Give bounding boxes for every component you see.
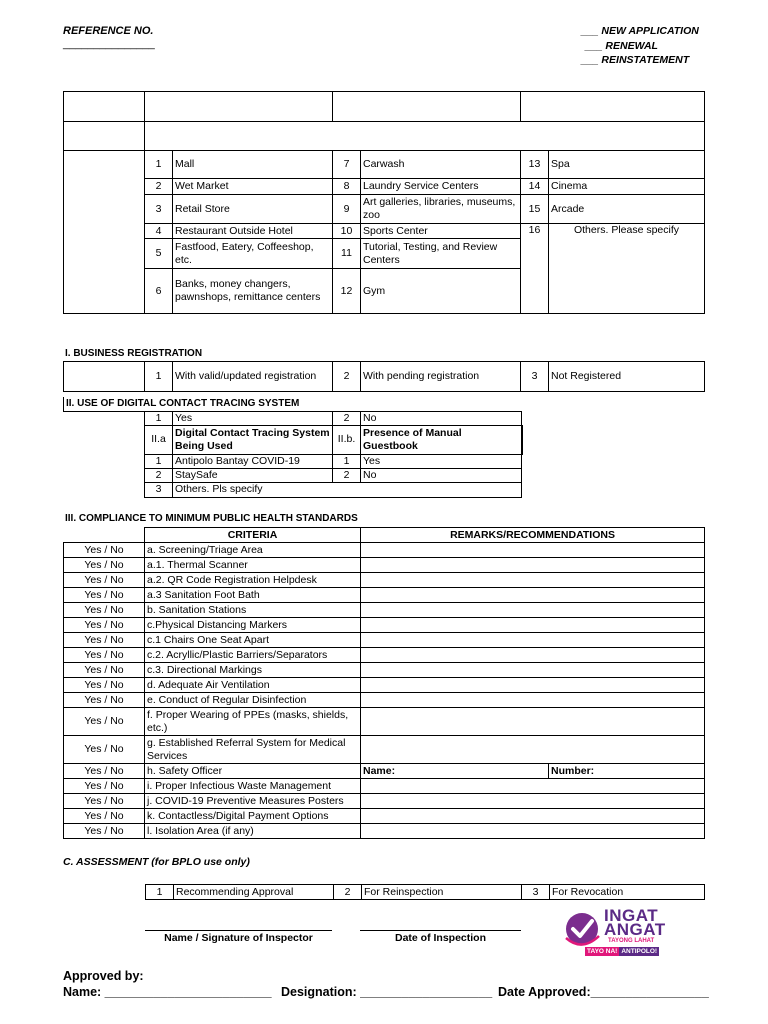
tracing-option[interactable]: Yes — [173, 411, 333, 425]
contact-tracing-table — [63, 397, 523, 498]
type-label[interactable]: Others. Please specify — [549, 224, 705, 314]
criteria-item: a. Screening/Triage Area — [145, 543, 361, 558]
type-no: 9 — [333, 195, 361, 224]
type-label[interactable]: Tutorial, Testing, and Review Centers — [361, 239, 521, 269]
type-label[interactable]: Banks, money changers, pawnshops, remittance centers — [173, 269, 333, 314]
criteria-item: c.3. Directional Markings — [145, 663, 361, 678]
safety-officer-number-field[interactable]: Number: — [549, 764, 705, 779]
remarks-field[interactable] — [361, 588, 705, 603]
compliance-row — [64, 618, 705, 633]
section2b-title: Presence of Manual Guestbook — [361, 425, 522, 454]
criteria-item: f. Proper Wearing of PPEs (masks, shields, etc.) — [145, 708, 361, 736]
logo-tag2: ANTIPOLO! — [621, 948, 658, 955]
compliance-table — [63, 527, 705, 839]
type-no: 3 — [145, 195, 173, 224]
system-no: 1 — [145, 454, 173, 468]
compliance-row — [64, 558, 705, 573]
logo-tagline — [585, 947, 659, 956]
logo-line3: TAYONG LAHAT — [608, 938, 655, 944]
compliance-row — [64, 779, 705, 794]
inspector-signature-line[interactable] — [145, 930, 332, 931]
option-reinstatement[interactable]: ___ REINSTATEMENT — [581, 54, 690, 66]
section2a-code: II.a — [145, 425, 173, 454]
section2a-title: Digital Contact Tracing System Being Used — [173, 425, 333, 454]
remarks-field[interactable] — [361, 736, 705, 764]
option-renewal[interactable]: ___ RENEWAL — [585, 39, 658, 52]
type-no: 5 — [145, 239, 173, 269]
inspection-date-label: Date of Inspection — [394, 932, 486, 944]
reg-no: 2 — [333, 362, 361, 392]
ingat-angat-logo — [563, 908, 683, 958]
remarks-field[interactable] — [361, 573, 705, 588]
remarks-field[interactable] — [361, 708, 705, 736]
remarks-field[interactable] — [361, 618, 705, 633]
system-option[interactable]: Others. Pls specify — [173, 482, 522, 497]
reg-option[interactable]: With valid/updated registration — [173, 362, 333, 392]
info-cell[interactable] — [333, 92, 521, 122]
type-label[interactable]: Retail Store — [173, 195, 333, 224]
info-cell[interactable] — [521, 92, 705, 122]
blank-cell — [64, 411, 145, 425]
safety-officer-name-field[interactable]: Name: — [361, 764, 549, 779]
compliance-row — [64, 603, 705, 618]
type-label[interactable]: Fastfood, Eatery, Coffeeshop, etc. — [173, 239, 333, 269]
assessment-title: C. ASSESSMENT (for BPLO use only) — [63, 856, 250, 868]
criteria-item: e. Conduct of Regular Disinfection — [145, 693, 361, 708]
yes-no-toggle[interactable]: Yes / No — [64, 543, 145, 558]
type-label[interactable]: Laundry Service Centers — [361, 179, 521, 195]
type-label[interactable]: Restaurant Outside Hotel — [173, 224, 333, 239]
blank-cell — [64, 425, 145, 454]
criteria-item: g. Established Referral System for Medical Services — [145, 736, 361, 764]
criteria-item: i. Proper Infectious Waste Management — [145, 779, 361, 794]
remarks-field[interactable] — [361, 693, 705, 708]
guestbook-no: 1 — [333, 454, 361, 468]
compliance-row — [64, 633, 705, 648]
blank-cell — [64, 468, 145, 482]
type-label[interactable]: Gym — [361, 269, 521, 314]
yes-no-toggle[interactable]: Yes / No — [64, 693, 145, 708]
criteria-item: d. Adequate Air Ventilation — [145, 678, 361, 693]
remarks-field[interactable] — [361, 603, 705, 618]
type-no: 11 — [333, 239, 361, 269]
guestbook-option[interactable]: Yes — [361, 454, 522, 468]
assessment-option[interactable]: For Reinspection — [362, 885, 522, 900]
type-no: 13 — [521, 151, 549, 179]
yes-no-toggle[interactable]: Yes / No — [64, 618, 145, 633]
assessment-option[interactable]: Recommending Approval — [174, 885, 334, 900]
type-no: 16 — [521, 224, 549, 314]
compliance-row — [64, 736, 705, 764]
logo-line1: INGAT — [604, 906, 659, 925]
criteria-item: b. Sanitation Stations — [145, 603, 361, 618]
criteria-item: c.2. Acryllic/Plastic Barriers/Separators — [145, 648, 361, 663]
logo-line2: ANGAT — [604, 920, 666, 939]
yes-no-toggle[interactable]: Yes / No — [64, 633, 145, 648]
blank-cell — [64, 454, 145, 468]
yes-no-toggle[interactable]: Yes / No — [64, 708, 145, 736]
yes-no-toggle[interactable]: Yes / No — [64, 736, 145, 764]
yes-no-toggle[interactable]: Yes / No — [64, 764, 145, 779]
remarks-field[interactable] — [361, 633, 705, 648]
remarks-field[interactable] — [361, 663, 705, 678]
system-no: 3 — [145, 482, 173, 497]
tracing-no: 2 — [333, 411, 361, 425]
info-cell[interactable] — [64, 122, 145, 151]
compliance-row — [64, 648, 705, 663]
compliance-row — [64, 573, 705, 588]
option-new-application[interactable]: ___ NEW APPLICATION — [581, 25, 699, 37]
assessment-no: 3 — [522, 885, 550, 900]
system-no: 2 — [145, 468, 173, 482]
approved-by-label: Approved by: — [63, 969, 144, 983]
info-cell[interactable] — [145, 122, 705, 151]
type-no: 6 — [145, 269, 173, 314]
criteria-header: CRITERIA — [145, 528, 361, 543]
reg-option[interactable]: Not Registered — [549, 362, 705, 392]
compliance-row — [64, 678, 705, 693]
assessment-no: 2 — [334, 885, 362, 900]
section3-title: III. COMPLIANCE TO MINIMUM PUBLIC HEALTH STANDARDS — [65, 513, 358, 524]
guestbook-option[interactable]: No — [361, 468, 522, 482]
type-no: 4 — [145, 224, 173, 239]
compliance-row — [64, 708, 705, 736]
criteria-item: l. Isolation Area (if any) — [145, 824, 361, 839]
compliance-row — [64, 794, 705, 809]
type-label[interactable]: Art galleries, libraries, museums, zoo — [361, 195, 521, 224]
criteria-item: j. COVID-19 Preventive Measures Posters — [145, 794, 361, 809]
type-label[interactable]: Cinema — [549, 179, 705, 195]
type-no: 1 — [145, 151, 173, 179]
remarks-field[interactable] — [361, 809, 705, 824]
type-label[interactable]: Carwash — [361, 151, 521, 179]
yes-no-toggle[interactable]: Yes / No — [64, 648, 145, 663]
type-no: 8 — [333, 179, 361, 195]
info-cell[interactable] — [145, 92, 333, 122]
criteria-item: a.3 Sanitation Foot Bath — [145, 588, 361, 603]
remarks-field[interactable] — [361, 824, 705, 839]
compliance-row — [64, 663, 705, 678]
yes-no-toggle[interactable]: Yes / No — [64, 558, 145, 573]
compliance-row — [64, 809, 705, 824]
logo-tag1: TAYO NA! — [587, 948, 618, 955]
type-label[interactable]: Mall — [173, 151, 333, 179]
yes-no-toggle[interactable]: Yes / No — [64, 794, 145, 809]
tracing-option[interactable]: No — [361, 411, 522, 425]
yes-no-toggle[interactable]: Yes / No — [64, 573, 145, 588]
approver-designation-field[interactable]: Designation: ___________________ — [281, 985, 493, 999]
remarks-field[interactable] — [361, 648, 705, 663]
compliance-row — [64, 693, 705, 708]
blank-cell — [64, 528, 145, 543]
type-no: 2 — [145, 179, 173, 195]
section1-title: I. BUSINESS REGISTRATION — [65, 348, 203, 359]
criteria-item: k. Contactless/Digital Payment Options — [145, 809, 361, 824]
remarks-header: REMARKS/RECOMMENDATIONS — [361, 528, 705, 543]
type-no: 7 — [333, 151, 361, 179]
criteria-item: c.Physical Distancing Markers — [145, 618, 361, 633]
type-label[interactable]: Arcade — [549, 195, 705, 224]
type-label[interactable]: Spa — [549, 151, 705, 179]
reference-label: REFERENCE NO. — [63, 25, 154, 37]
info-cell[interactable] — [64, 92, 145, 122]
assessment-table — [145, 884, 705, 900]
reg-no: 1 — [145, 362, 173, 392]
reg-option[interactable]: With pending registration — [361, 362, 521, 392]
guestbook-no: 2 — [333, 468, 361, 482]
inspector-label: Name / Signature of Inspector — [164, 932, 313, 944]
blank-cell — [64, 482, 145, 497]
remarks-field[interactable] — [361, 558, 705, 573]
remarks-field[interactable] — [361, 794, 705, 809]
reg-no: 3 — [521, 362, 549, 392]
criteria-item: a.1. Thermal Scanner — [145, 558, 361, 573]
inspection-date-line[interactable] — [360, 930, 521, 931]
assessment-no: 1 — [146, 885, 174, 900]
criteria-item: h. Safety Officer — [145, 764, 361, 779]
criteria-item: a.2. QR Code Registration Helpdesk — [145, 573, 361, 588]
system-option[interactable]: Antipolo Bantay COVID-19 — [173, 454, 333, 468]
type-label[interactable]: Sports Center — [361, 224, 521, 239]
type-no: 12 — [333, 269, 361, 314]
system-option[interactable]: StaySafe — [173, 468, 333, 482]
type-no: 10 — [333, 224, 361, 239]
type-label[interactable]: Wet Market — [173, 179, 333, 195]
section2b-code: II.b. — [333, 425, 361, 454]
reference-field[interactable]: _______________ — [63, 38, 155, 50]
compliance-row — [64, 588, 705, 603]
yes-no-toggle[interactable]: Yes / No — [64, 809, 145, 824]
blank-cell — [64, 362, 145, 392]
business-registration-table — [63, 361, 705, 392]
compliance-row — [64, 543, 705, 558]
tracing-no: 1 — [145, 411, 173, 425]
yes-no-toggle[interactable]: Yes / No — [64, 603, 145, 618]
type-no: 15 — [521, 195, 549, 224]
yes-no-toggle[interactable]: Yes / No — [64, 779, 145, 794]
yes-no-toggle[interactable]: Yes / No — [64, 678, 145, 693]
application-type-options — [581, 24, 699, 68]
type-no: 14 — [521, 179, 549, 195]
yes-no-toggle[interactable]: Yes / No — [64, 588, 145, 603]
remarks-field[interactable] — [361, 779, 705, 794]
business-info-table — [63, 91, 705, 314]
yes-no-toggle[interactable]: Yes / No — [64, 824, 145, 839]
compliance-row — [64, 824, 705, 839]
yes-no-toggle[interactable]: Yes / No — [64, 663, 145, 678]
compliance-row — [64, 764, 705, 779]
criteria-item: c.1 Chairs One Seat Apart — [145, 633, 361, 648]
remarks-field[interactable] — [361, 543, 705, 558]
remarks-field[interactable] — [361, 678, 705, 693]
approver-name-field[interactable]: Name: ________________________ — [63, 985, 272, 999]
section2-title: II. USE OF DIGITAL CONTACT TRACING SYSTEM — [64, 397, 522, 411]
assessment-option[interactable]: For Revocation — [550, 885, 705, 900]
date-approved-field[interactable]: Date Approved:_________________ — [498, 985, 709, 999]
business-type-label-cell — [64, 151, 145, 314]
